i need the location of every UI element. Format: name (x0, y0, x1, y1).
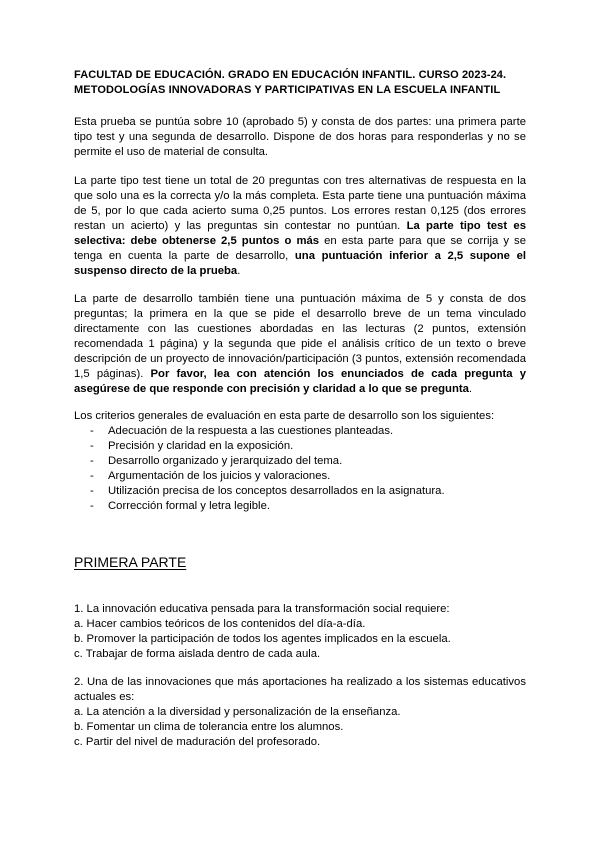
question-stem: 1. La innovación educativa pensada para la transformación social requiere: (74, 603, 450, 615)
development-part-instruction: Por favor, lea con atención los enunciados de cada pregunta y asegúrese de que responde con precisión y claridad a lo que se pregunta (74, 368, 526, 395)
test-part-fail-note: una puntuación inferior a 2,5 supone el suspenso directo de la prueba (74, 250, 527, 277)
test-part-selective-note: La parte tipo test es selectiva: debe obtenerse 2,5 puntos o más (74, 220, 526, 247)
criteria-item: - Precisión y claridad en la exposición. (74, 439, 526, 454)
question-option: a. Hacer cambios teóricos de los contenidos del día-a-día. (74, 618, 366, 630)
criteria-list (74, 424, 526, 514)
criteria-item: - Adecuación de la respuesta a las cuestiones planteadas. (74, 424, 526, 439)
question-option: c. Trabajar de forma aislada dentro de cada aula. (74, 648, 321, 660)
criteria-item: - Corrección formal y letra legible. (74, 499, 526, 514)
test-part-paragraph (74, 174, 526, 279)
criteria-item: - Argumentación de los juicios y valoraciones. (74, 469, 526, 484)
development-part-paragraph (74, 292, 526, 397)
criteria-item: - Desarrollo organizado y jerarquizado del tema. (74, 454, 526, 469)
question-option: c. Partir del nivel de maduración del profesorado. (74, 736, 321, 748)
question-2 (74, 675, 526, 750)
criteria-item: - Utilización precisa de los conceptos desarrollados en la asignatura. (74, 484, 526, 499)
development-part-end: . (468, 383, 473, 395)
test-part-text: La parte tipo test tiene un total de 20 preguntas con tres alternativas de respuesta en la que solo una es la correcta y/o la más completa. Esta parte tiene una puntuación máxima de 5, por lo que cada acierto suma 0,25 puntos. Los errores restan 0,125 (dos errores restan un acierto) y las preguntas sin contestar no puntúan. (74, 175, 526, 232)
test-part-end: . (237, 265, 241, 277)
question-option: a. La atención a la diversidad y personalización de la enseñanza. (74, 706, 401, 718)
criteria-intro: Los criterios generales de evaluación en esta parte de desarrollo son los siguientes: (74, 410, 495, 422)
test-part-text-2: en esta parte para que se corrija y se tenga en cuenta la parte de desarrollo, (74, 235, 526, 262)
question-option: b. Promover la participación de todos los agentes implicados en la escuela. (74, 633, 451, 645)
intro-paragraph: Esta prueba se puntúa sobre 10 (aprobado 5) y consta de dos partes: una primera parte tipo test y una segunda de desarrollo. Dispone de dos horas para responderlas y no se permite el uso de material de consulta. (74, 116, 526, 158)
question-1 (74, 602, 526, 662)
question-option: b. Fomentar un clima de tolerancia entre los alumnos. (74, 721, 344, 733)
question-stem: 2. Una de las innovaciones que más aportaciones ha realizado a los sistemas educativos actuales es: (74, 676, 526, 703)
document-header (74, 68, 526, 98)
header-line-1: FACULTAD DE EDUCACIÓN. GRADO EN EDUCACIÓN INFANTIL. CURSO 2023-24. (74, 69, 507, 81)
section-title-primera-parte: PRIMERA PARTE (74, 554, 187, 570)
criteria-section (74, 409, 526, 514)
development-part-text: La parte de desarrollo también tiene una puntuación máxima de 5 y consta de dos preguntas; la primera en la que se pide el desarrollo breve de un tema vinculado directamente con las cuestiones abordadas en las lecturas (2 puntos, extensión recomendada 1 página) y la segunda que pide el análisis crítico de un texto o breve descripción de un proyecto de innovación/participación (3 puntos, extensión recomendada 1,5 páginas). (74, 293, 526, 380)
header-line-2: METODOLOGÍAS INNOVADORAS Y PARTICIPATIVAS EN LA ESCUELA INFANTIL (74, 84, 501, 96)
